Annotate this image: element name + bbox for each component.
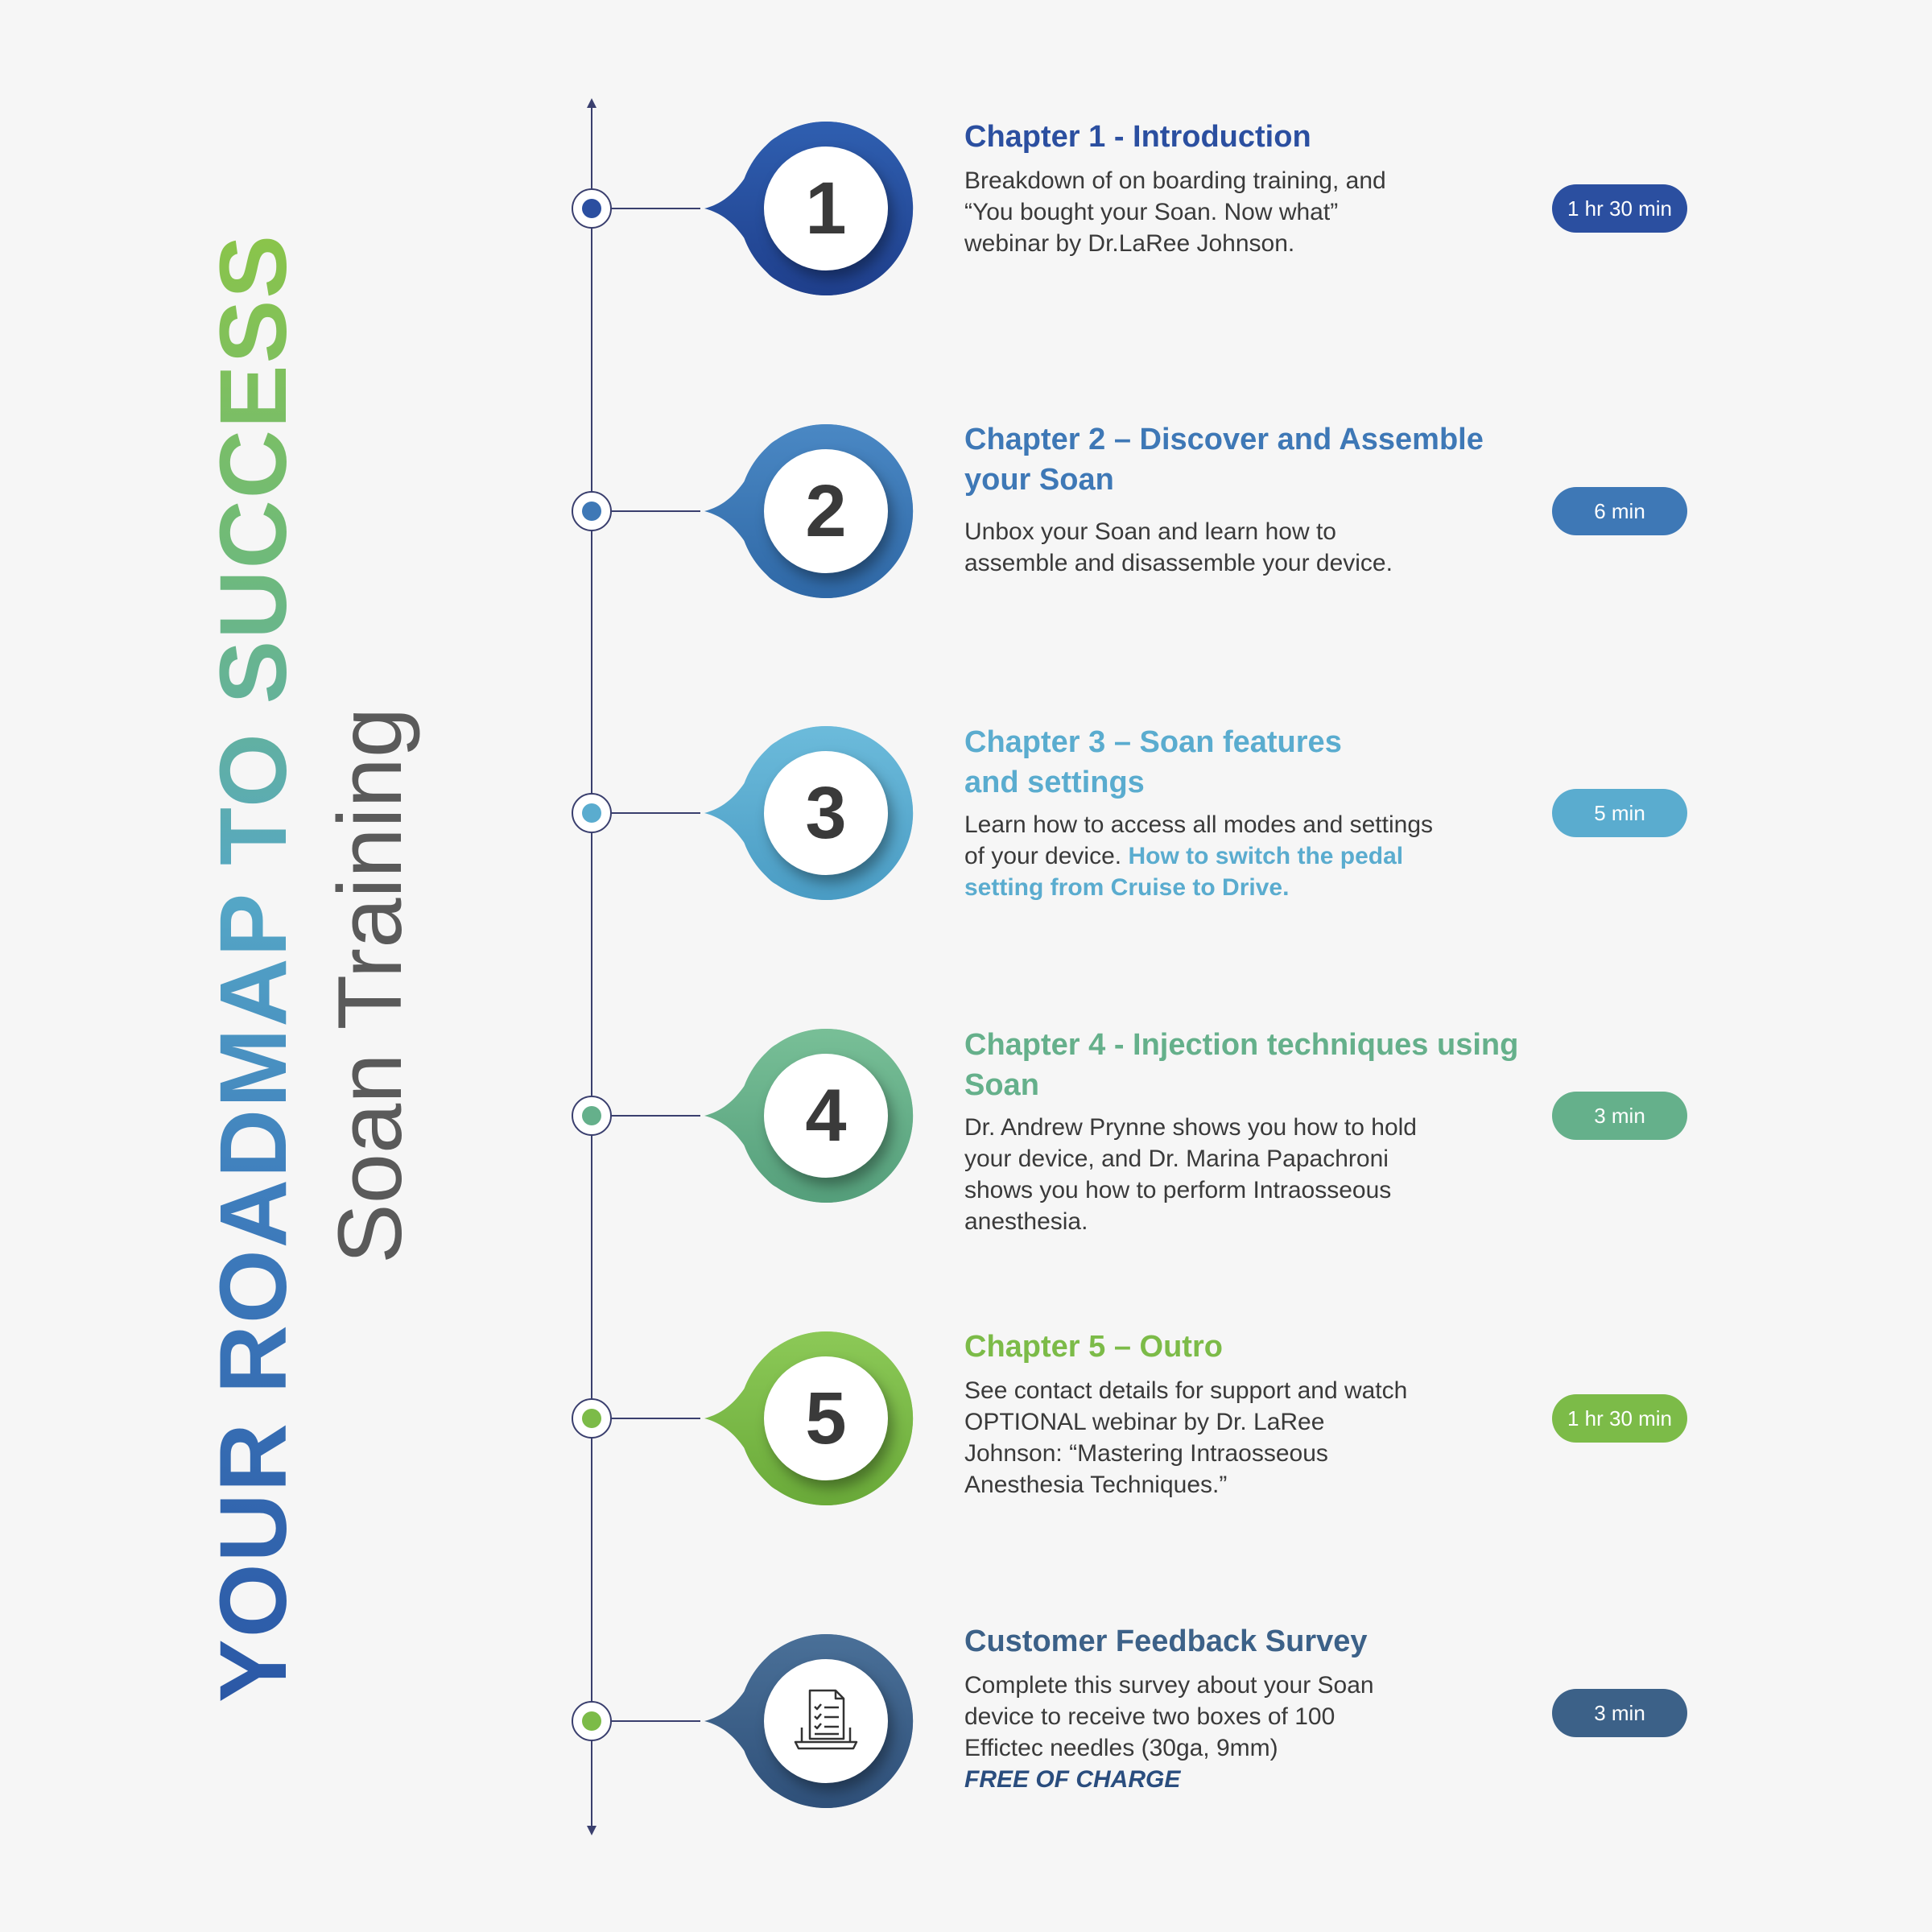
step-1-desc: Breakdown of on boarding training, and “You bought your Soan. Now what” webinar by Dr.LaRee Johnson.	[964, 167, 1386, 257]
survey-circle	[764, 1659, 888, 1783]
survey-title: Customer Feedback Survey	[964, 1624, 1368, 1658]
survey-desc-block	[964, 1670, 1391, 1795]
main-title: YOUR ROADMAP TO SUCCESS	[197, 237, 310, 1703]
survey-duration-badge: 3 min	[1552, 1689, 1687, 1737]
step-3-desc: Learn how to access all modes and settings of your device.	[964, 811, 1433, 869]
step-3-title: Chapter 3 – Soan features and settings	[964, 725, 1342, 799]
step-1-number: 1	[764, 147, 888, 270]
sub-title: Soan Training	[320, 707, 420, 1264]
step-4-title: Chapter 4 - Injection techniques using Soan	[964, 1028, 1519, 1102]
step-4-duration-badge: 3 min	[1552, 1092, 1687, 1140]
step-1-title: Chapter 1 - Introduction	[964, 120, 1311, 154]
step-2-duration-badge: 6 min	[1552, 487, 1687, 535]
step-2-number: 2	[764, 449, 888, 573]
step-5-duration-badge: 1 hr 30 min	[1552, 1394, 1687, 1443]
timeline-arrow-bottom	[587, 1826, 597, 1835]
step-3-desc-highlight: How to switch the pedal setting from Cruise to Drive.	[964, 843, 1404, 901]
timeline-arrow-top	[587, 98, 597, 108]
step-4-number: 4	[764, 1054, 888, 1178]
step-3-duration-badge: 5 min	[1552, 789, 1687, 837]
survey-free-of-charge: FREE OF CHARGE	[964, 1766, 1181, 1793]
step-2-title: Chapter 2 – Discover and Assemble your Soan	[964, 423, 1484, 497]
step-1-duration-badge: 1 hr 30 min	[1552, 184, 1687, 233]
step-3-desc-block	[964, 809, 1447, 903]
step-5-title: Chapter 5 – Outro	[964, 1330, 1223, 1364]
step-2-desc: Unbox your Soan and learn how to assemble and disassemble your device.	[964, 518, 1393, 576]
step-3-number: 3	[764, 751, 888, 875]
survey-desc: Complete this survey about your Soan device to receive two boxes of 100 Effictec needles (30ga, 9mm)	[964, 1672, 1374, 1761]
step-5-number: 5	[764, 1356, 888, 1480]
survey-clipboard-laptop-icon	[789, 1684, 863, 1758]
step-4-desc: Dr. Andrew Prynne shows you how to hold your device, and Dr. Marina Papachroni shows you how to perform Intraosseous anesthesia.	[964, 1114, 1417, 1235]
step-5-desc: See contact details for support and watch OPTIONAL webinar by Dr. LaRee Johnson: “Mastering Intraosseous Anesthesia Techniques.”	[964, 1377, 1408, 1498]
